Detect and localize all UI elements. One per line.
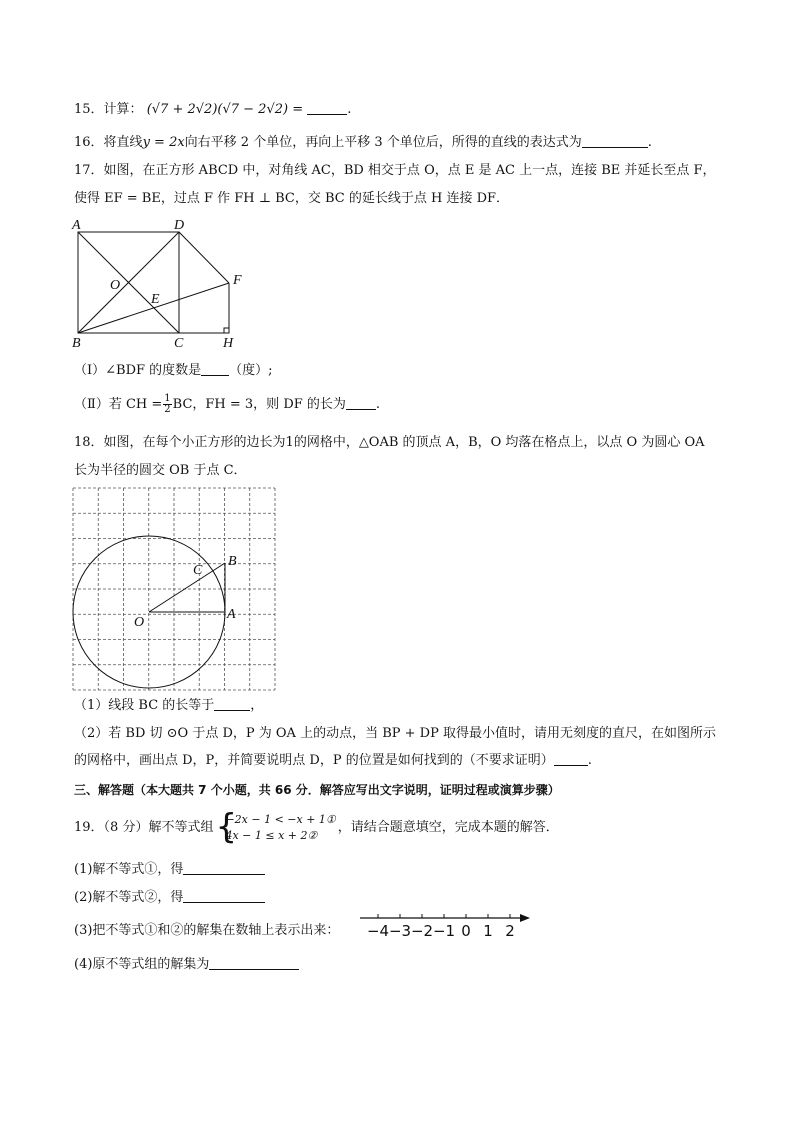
label-b: B: [228, 554, 237, 569]
question-18-part-2-line-1: （2）若 BD 切 ⊙O 于点 D，P 为 OA 上的动点，当 BP + DP 取得最小值时，请用无刻度的直尺，在如图所示: [74, 726, 716, 741]
question-19: 19．（8 分）解不等式组 { −2x − 1 < −x + 1① 4x − 1 ≤ x + 2②，请结合题意填空，完成本题的解答．: [74, 807, 559, 847]
inequality-system: { −2x − 1 < −x + 1① 4x − 1 ≤ x + 2②: [215, 807, 336, 847]
section-heading: 三、解答题（本大题共 7 个小题，共 66 分．解答应写出文字说明，证明过程或演算步骤）: [74, 783, 560, 797]
question-18-part-1: （1）线段 BC 的长等于 ，: [74, 698, 264, 713]
diagonal-ac: [78, 232, 179, 333]
answer-blank[interactable]: [554, 753, 588, 766]
fraction: $\frac{1}{2}$: [164, 393, 171, 415]
question-number: 15．: [74, 102, 104, 117]
label-d: D: [174, 218, 185, 233]
square-abcd: [78, 232, 179, 333]
label-e: E: [151, 292, 160, 307]
axis-tick-label: −1: [432, 922, 456, 940]
circle-o: [73, 536, 225, 688]
question-16: 16．将直线y = 2x向右平移 2 个单位，再向上平移 3 个单位后，所得的直线的表达式为 .: [74, 135, 652, 150]
label-h: H: [223, 336, 234, 351]
label-o: O: [110, 278, 121, 293]
step-4: (4)原不等式组的解集为: [74, 956, 299, 974]
answer-blank[interactable]: [307, 102, 347, 115]
axis-tick-label: 0: [461, 922, 471, 940]
step-1: (1)解不等式①，得: [74, 861, 265, 879]
label-b: B: [72, 336, 81, 351]
question-18-line-2: 长为半径的圆交 OB 于点 C．: [74, 463, 247, 478]
diagonal-bd: [78, 232, 179, 333]
label-c: C: [193, 563, 203, 578]
axis-arrow: [520, 914, 530, 922]
question-15: 15．计算： (√7 + 2√2)(√7 − 2√2) = .: [74, 102, 352, 117]
answer-blank[interactable]: [582, 135, 648, 148]
axis-tick-label: −3: [388, 922, 412, 940]
question-17-part-2: （Ⅱ）若 CH = $\frac{1}{2}$ BC，FH = 3，则 DF 的长为 .: [74, 393, 381, 415]
label-o: O: [134, 615, 145, 630]
question-prefix: 计算：: [103, 102, 143, 117]
axis-tick-label: −4: [366, 922, 390, 940]
segment-bf: [78, 283, 229, 333]
label-f: F: [233, 273, 242, 288]
axis-tick-label: 2: [505, 922, 515, 940]
answer-blank[interactable]: [209, 957, 299, 970]
answer-blank[interactable]: [183, 890, 265, 903]
label-a: A: [72, 218, 81, 233]
question-17-line-2: 使得 EF = BE，过点 F 作 FH ⊥ BC，交 BC 的延长线于点 H 连接 DF．: [74, 191, 510, 206]
math-expression: (√7 + 2√2)(√7 − 2√2) =: [146, 102, 304, 117]
answer-blank[interactable]: [346, 397, 376, 410]
segment-ob: [149, 563, 225, 612]
right-angle-mark: [224, 328, 229, 333]
step-3: (3)把不等式①和②的解集在数轴上表示出来：: [74, 923, 340, 938]
segment-df: [179, 232, 229, 283]
label-a: A: [227, 607, 236, 622]
question-18-part-2-line-2: 的网格中，画出点 D，P，并简要说明点 D，P 的位置是如何找到的（不要求证明） .: [74, 753, 592, 768]
label-c: C: [174, 336, 184, 351]
question-17-part-1: （Ⅰ）∠BDF 的度数是 （度）;: [74, 363, 273, 378]
step-2: (2)解不等式②，得: [74, 889, 265, 907]
answer-blank[interactable]: [183, 862, 265, 875]
answer-blank[interactable]: [214, 698, 250, 711]
axis-tick-label: 1: [483, 922, 493, 940]
answer-blank[interactable]: [201, 363, 229, 376]
question-17-line-1: 17．如图，在正方形 ABCD 中，对角线 AC，BD 相交于点 O，点 E 是 AC 上一点，连接 BE 并延长至点 F，: [74, 163, 716, 178]
axis-tick-label: −2: [410, 922, 434, 940]
question-18-line-1: 18．如图，在每个小正方形的边长为1的网格中，△OAB 的顶点 A，B，O 均落在格点上，以点 O 为圆心 OA: [74, 435, 705, 450]
